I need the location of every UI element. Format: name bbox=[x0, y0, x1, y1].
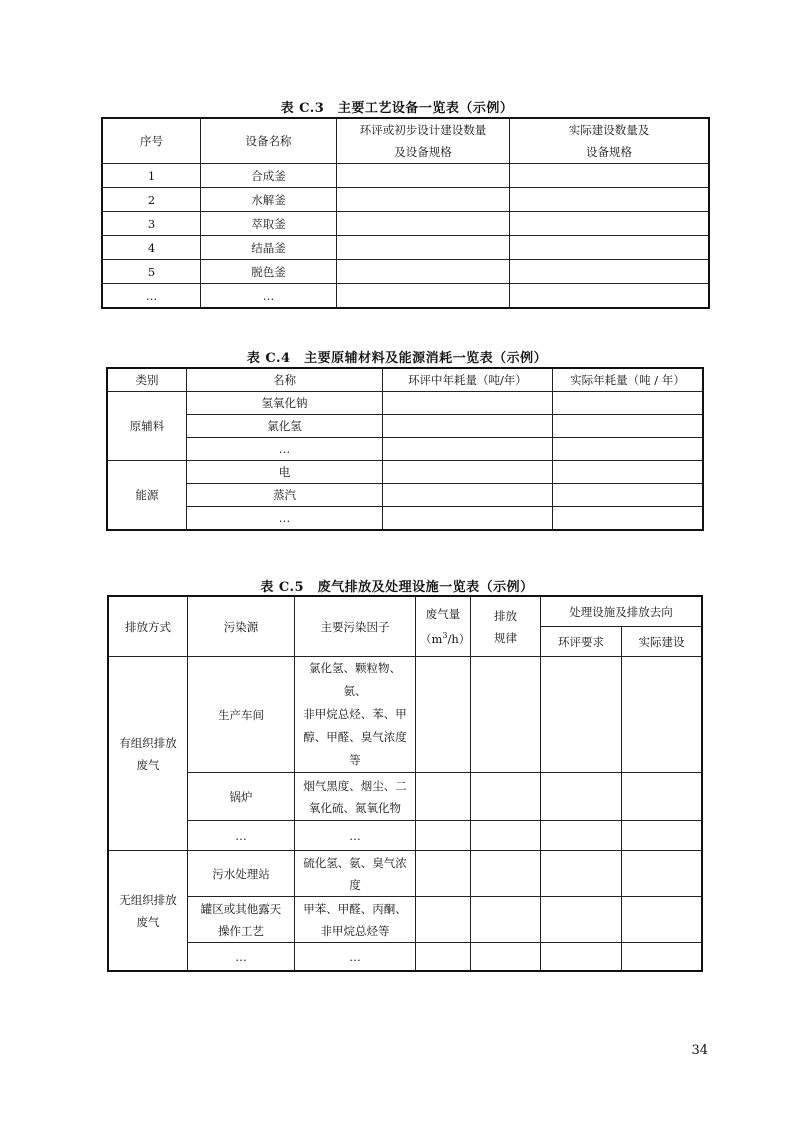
mode-line: 废气 bbox=[136, 914, 160, 929]
cell-empty bbox=[337, 236, 510, 260]
table-c4 bbox=[107, 368, 703, 530]
cell-empty bbox=[553, 438, 703, 461]
factor-cell: 甲苯、甲醛、丙酮、 非甲烷总烃等 bbox=[295, 897, 416, 943]
cell-empty bbox=[471, 851, 541, 897]
cell-empty bbox=[541, 897, 622, 943]
header-cell: 实际年耗量（吨 / 年） bbox=[553, 369, 703, 392]
cell-equipment: 水解釜 bbox=[201, 188, 337, 212]
header-line: 排放 bbox=[494, 608, 517, 623]
cell-index: … bbox=[103, 284, 201, 308]
cell-empty bbox=[471, 897, 541, 943]
table-c4-caption: 表 C.4 主要原辅材料及能源消耗一览表（示例） bbox=[246, 351, 548, 366]
cell-empty bbox=[622, 851, 702, 897]
table-row bbox=[103, 260, 709, 284]
material-cell: … bbox=[187, 438, 383, 461]
mode-line: 无组织排放 bbox=[119, 892, 177, 907]
cell-empty bbox=[471, 821, 541, 851]
cell-equipment: 合成釜 bbox=[201, 164, 337, 188]
header-cell: 类别 bbox=[108, 369, 187, 392]
table-c5-caption: 表 C.5 废气排放及处理设施一览表（示例） bbox=[260, 580, 534, 595]
cell-empty bbox=[383, 415, 553, 438]
cell-empty bbox=[510, 164, 709, 188]
material-cell: 氯化氢 bbox=[187, 415, 383, 438]
table-row bbox=[108, 507, 703, 530]
cell-index: 4 bbox=[103, 236, 201, 260]
table-row bbox=[108, 461, 703, 484]
source-cell: 罐区或其他露天 操作工艺 bbox=[188, 897, 295, 943]
cell-empty bbox=[416, 897, 471, 943]
header-cell: 环评要求 bbox=[541, 627, 622, 657]
cell-empty bbox=[337, 212, 510, 236]
cell-empty bbox=[622, 897, 702, 943]
cell-empty bbox=[541, 851, 622, 897]
mode-line: 废气 bbox=[136, 757, 160, 772]
cell-index: 3 bbox=[103, 212, 201, 236]
header-line: 废气量 bbox=[425, 607, 461, 622]
table-header-row bbox=[108, 369, 703, 392]
header-cell bbox=[471, 597, 541, 657]
cell-empty bbox=[553, 392, 703, 415]
table-row bbox=[108, 415, 703, 438]
factor-cell: 硫化氢、氨、臭气浓 度 bbox=[295, 851, 416, 897]
cell-empty bbox=[622, 657, 702, 773]
material-cell: 氢氧化钠 bbox=[187, 392, 383, 415]
source-cell: … bbox=[188, 943, 295, 971]
cell-empty bbox=[541, 773, 622, 821]
header-unit: $(m^3/h)$ bbox=[420, 631, 471, 646]
header-cell bbox=[337, 119, 510, 164]
cell-empty bbox=[337, 260, 510, 284]
table-row bbox=[103, 188, 709, 212]
cell-empty bbox=[337, 188, 510, 212]
cell-empty bbox=[553, 484, 703, 507]
table-c3 bbox=[102, 118, 709, 308]
header-line: 及设备规格 bbox=[394, 145, 452, 159]
header-cell: 污染源 bbox=[188, 597, 295, 657]
header-cell: 名称 bbox=[187, 369, 383, 392]
cell-empty bbox=[383, 507, 553, 530]
cell-empty bbox=[471, 943, 541, 971]
header-cell: 主要污染因子 bbox=[295, 597, 416, 657]
factor-cell: … bbox=[295, 943, 416, 971]
cell-equipment: 结晶釜 bbox=[201, 236, 337, 260]
cell-empty bbox=[383, 461, 553, 484]
header-line: 实际建设数量及 bbox=[568, 123, 650, 137]
category-cell: 能源 bbox=[108, 461, 187, 530]
cell-empty bbox=[383, 484, 553, 507]
cell-empty bbox=[383, 392, 553, 415]
energy-cell: … bbox=[187, 507, 383, 530]
table-row bbox=[103, 236, 709, 260]
cell-empty bbox=[416, 851, 471, 897]
cell-empty bbox=[383, 438, 553, 461]
table-row bbox=[103, 212, 709, 236]
cell-empty bbox=[416, 821, 471, 851]
factor-cell: … bbox=[295, 821, 416, 851]
cell-empty bbox=[416, 773, 471, 821]
cell-empty bbox=[553, 507, 703, 530]
table-header-row bbox=[103, 119, 709, 164]
table-c3-caption: 表 C.3 主要工艺设备一览表（示例） bbox=[280, 101, 514, 116]
cell-equipment: 萃取釜 bbox=[201, 212, 337, 236]
cell-empty bbox=[541, 821, 622, 851]
cell-index: 5 bbox=[103, 260, 201, 284]
cell-empty bbox=[553, 461, 703, 484]
cell-empty bbox=[510, 212, 709, 236]
mode-cell bbox=[109, 657, 188, 851]
table-row bbox=[103, 164, 709, 188]
table-row bbox=[109, 657, 702, 773]
header-line: 设备规格 bbox=[586, 145, 632, 159]
table-row bbox=[103, 284, 709, 308]
header-line: 规律 bbox=[494, 630, 517, 645]
mode-line: 有组织排放 bbox=[119, 735, 177, 750]
header-cell bbox=[416, 597, 471, 657]
cell-empty bbox=[337, 164, 510, 188]
cell-equipment: 脱色釜 bbox=[201, 260, 337, 284]
header-cell: 处理设施及排放去向 bbox=[541, 597, 702, 627]
cell-empty bbox=[553, 415, 703, 438]
cell-empty bbox=[510, 284, 709, 308]
source-cell: … bbox=[188, 821, 295, 851]
factor-cell: 氯化氢、颗粒物、氨、 非甲烷总烃、苯、甲 醇、甲醛、臭气浓度 等 bbox=[295, 657, 416, 773]
source-cell: 锅炉 bbox=[188, 773, 295, 821]
cell-empty bbox=[510, 260, 709, 284]
table-row bbox=[109, 943, 702, 971]
cell-empty bbox=[337, 284, 510, 308]
cell-empty bbox=[416, 943, 471, 971]
cell-empty bbox=[622, 773, 702, 821]
table-row bbox=[109, 851, 702, 897]
header-cell: 实际建设 bbox=[622, 627, 702, 657]
cell-empty bbox=[541, 943, 622, 971]
page-number: 34 bbox=[691, 1043, 708, 1058]
category-cell: 原辅料 bbox=[108, 392, 187, 461]
table-c5 bbox=[108, 596, 702, 971]
energy-cell: 蒸汽 bbox=[187, 484, 383, 507]
cell-index: 2 bbox=[103, 188, 201, 212]
cell-index: 1 bbox=[103, 164, 201, 188]
cell-empty bbox=[622, 943, 702, 971]
header-cell: 环评中年耗量（吨/年） bbox=[383, 369, 553, 392]
cell-empty bbox=[416, 657, 471, 773]
source-cell: 生产车间 bbox=[188, 657, 295, 773]
factor-cell: 烟气黑度、烟尘、二 氧化硫、氮氧化物 bbox=[295, 773, 416, 821]
header-cell: 设备名称 bbox=[201, 119, 337, 164]
cell-empty bbox=[622, 821, 702, 851]
table-row bbox=[109, 773, 702, 821]
table-row bbox=[109, 897, 702, 943]
cell-empty bbox=[510, 236, 709, 260]
cell-empty bbox=[541, 657, 622, 773]
table-header-row bbox=[109, 597, 702, 627]
cell-empty bbox=[510, 188, 709, 212]
table-row bbox=[108, 392, 703, 415]
table-row bbox=[108, 484, 703, 507]
header-cell: 排放方式 bbox=[109, 597, 188, 657]
header-line: 环评或初步设计建设数量 bbox=[359, 123, 487, 137]
cell-equipment: … bbox=[201, 284, 337, 308]
cell-empty bbox=[471, 657, 541, 773]
cell-empty bbox=[471, 773, 541, 821]
energy-cell: 电 bbox=[187, 461, 383, 484]
mode-cell bbox=[109, 851, 188, 971]
header-cell bbox=[510, 119, 709, 164]
table-row bbox=[109, 821, 702, 851]
header-cell: 序号 bbox=[103, 119, 201, 164]
source-cell: 污水处理站 bbox=[188, 851, 295, 897]
table-row bbox=[108, 438, 703, 461]
